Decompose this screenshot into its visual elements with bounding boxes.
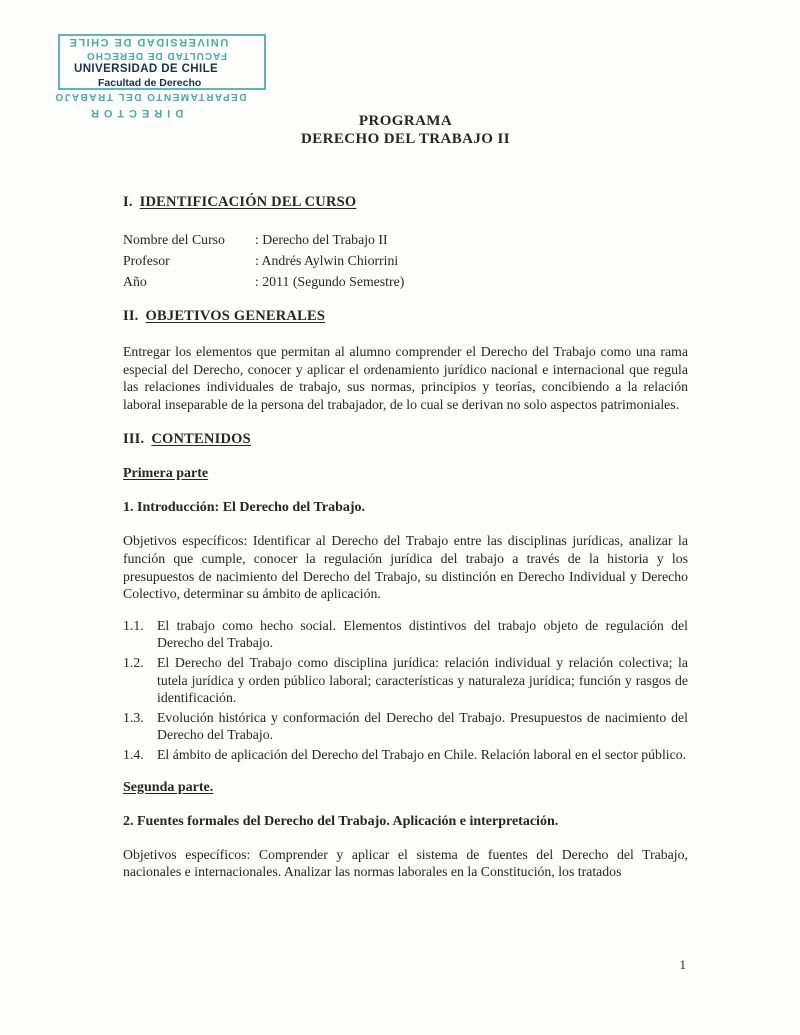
list-item-text: El trabajo como hecho social. Elementos distintivos del trabajo objeto de regulación del Derecho del Trabajo. (157, 617, 688, 651)
field-value: : Andrés Aylwin Chiorrini (255, 253, 399, 268)
general-objectives-paragraph: Entregar los elementos que permitan al alumno comprender el Derecho del Trabajo como una rama especial del Derecho, conocer y aplicar el ordenamiento jurídico nacional e internacional que regula las relaciones individuales de trabajo, sus normas, principios y teorías, concibiendo a la relación laboral inseparable de la persona del trabajador, de lo cual se derivan no solo aspectos patrimoniales. (123, 344, 688, 412)
field-value: : 2011 (Segundo Semestre) (255, 274, 405, 289)
section-1-heading (123, 194, 688, 211)
section-3-heading (123, 431, 688, 448)
list-item-number: 1.1. (123, 617, 144, 633)
field-row-year (123, 271, 688, 292)
field-value: : Derecho del Trabajo II (255, 232, 388, 247)
field-row-course-name (123, 229, 688, 250)
stamp-mirrored-director-text: DIRECTOR (86, 107, 184, 119)
stamp-mirrored-university-text: UNIVERSIDAD DE CHILE (68, 36, 229, 48)
topic-1-objectives: Objetivos específicos: Identificar al Derecho del Trabajo entre las disciplinas jurídicas, analizar la función que cumple, conocer la regulación jurídica del trabajo a través de la historia y los presupuestos de nacimiento del Derecho del Trabajo, su distinción en Derecho Individual y Derecho Colectivo, determinar su ámbito de aplicación. (123, 533, 688, 602)
stamp-border (58, 34, 266, 90)
section-3-title: CONTENIDOS (151, 431, 251, 448)
stamp-mirrored-faculty-text: FACULTAD DE DERECHO (86, 50, 227, 61)
topic-2-objectives: Objetivos específicos: Comprender y aplicar el sistema de fuentes del Derecho del Trabajo, nacionales e internacionales. Analizar las normas laborales en la Constitución, los tratados (123, 846, 688, 880)
list-item (123, 709, 688, 744)
section-1-number: I. (123, 194, 133, 210)
topic-1-title: 1. Introducción: El Derecho del Trabajo. (123, 500, 366, 516)
field-label: Nombre del Curso (123, 232, 225, 247)
list-item-text: El ámbito de aplicación del Derecho del Trabajo en Chile. Relación laboral en el sector público. (157, 746, 687, 762)
title-line-program: PROGRAMA (358, 113, 453, 129)
section-1-title: IDENTIFICACIÓN DEL CURSO (139, 194, 357, 210)
list-item (123, 617, 688, 652)
stamp-faculty-name: Facultad de Derecho (98, 77, 202, 89)
list-item-number: 1.2. (123, 654, 144, 670)
document-title (123, 112, 688, 148)
stamp-university-name: UNIVERSIDAD DE CHILE (74, 63, 219, 75)
field-row-professor (123, 250, 688, 271)
list-item-number: 1.4. (123, 746, 144, 762)
field-label: Año (123, 274, 147, 289)
title-line-course: DERECHO DEL TRABAJO II (301, 131, 510, 147)
topic-1-content-list (123, 617, 688, 764)
section-2-heading (123, 308, 688, 325)
topic-2-title: 2. Fuentes formales del Derecho del Trabajo. Aplicación e interpretación. (123, 813, 559, 829)
section-2-title: OBJETIVOS GENERALES (145, 308, 326, 324)
field-label: Profesor (123, 253, 170, 268)
stamp-mirrored-department-text: DEPARTAMENTO DEL TRABAJO (54, 91, 247, 102)
list-item (123, 654, 688, 707)
page-number: 1 (679, 957, 686, 972)
list-item-text: El Derecho del Trabajo como disciplina jurídica: relación individual y relación colectiva; la tutela jurídica y orden público laboral; características y naturaleza jurídica; función y rasgos de identificación. (157, 654, 688, 706)
part-1-heading: Primera parte (123, 466, 209, 482)
section-3-number: III. (123, 431, 145, 448)
list-item-number: 1.3. (123, 709, 144, 725)
university-stamp (52, 28, 282, 120)
list-item (123, 746, 688, 764)
list-item-text: Evolución histórica y conformación del Derecho del Trabajo. Presupuestos de nacimiento del Derecho del Trabajo. (157, 709, 688, 743)
section-2-number: II. (123, 308, 139, 324)
part-2-heading: Segunda parte. (123, 779, 214, 795)
course-identification-fields (123, 229, 688, 292)
